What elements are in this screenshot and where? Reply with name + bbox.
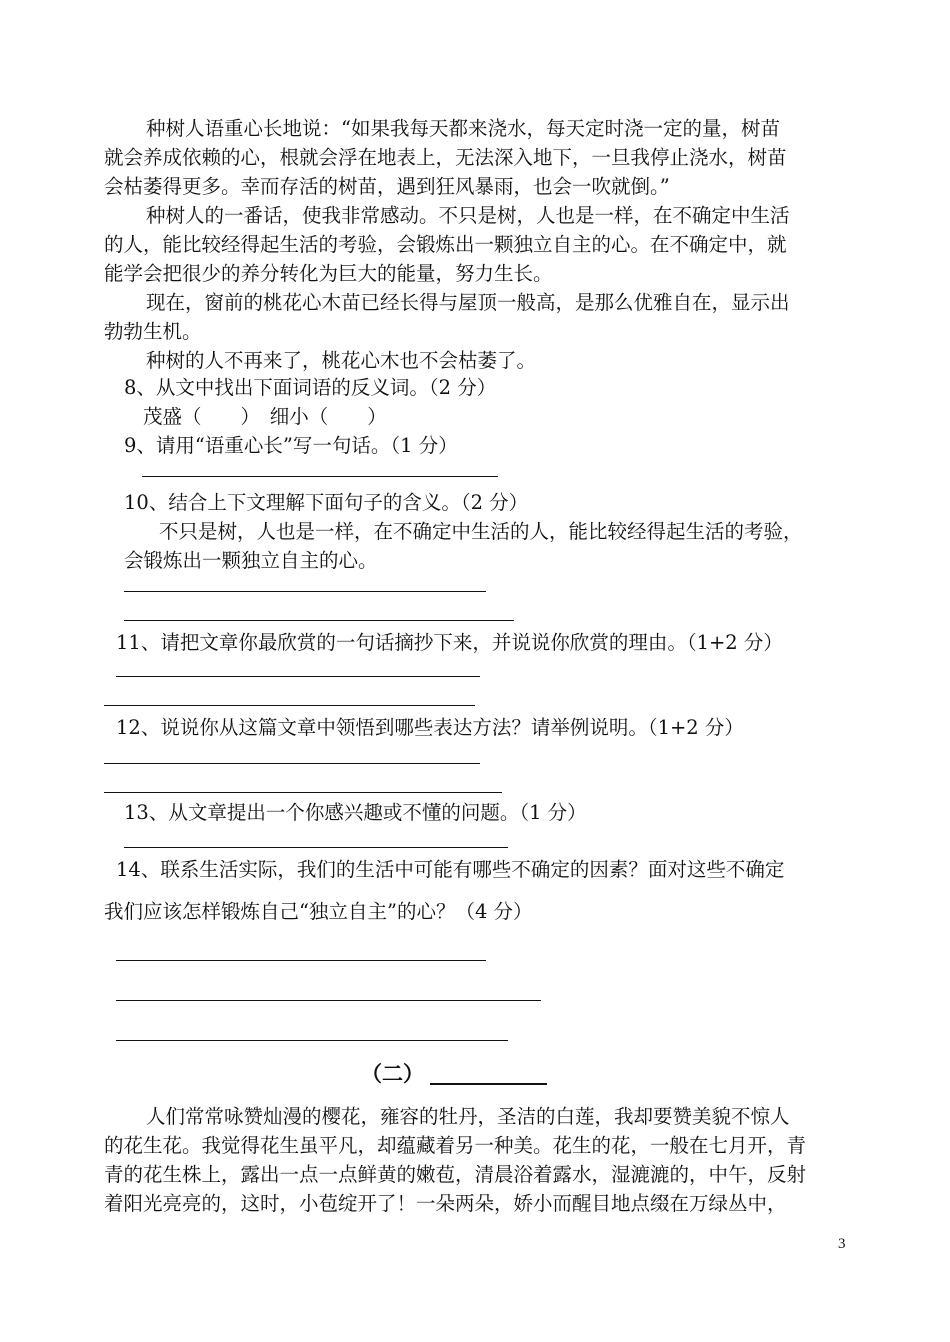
question-8: 8、从文中找出下面词语的反义词。（2 分） xyxy=(124,376,497,399)
passage-line-9: 种树的人不再来了，桃花心木也不会枯萎了。 xyxy=(146,349,537,372)
section2-line-2: 的花生花。我觉得花生虽平凡，却蕴藏着另一种美。花生的花，一般在七月开，青 xyxy=(104,1134,807,1157)
answer-line[interactable] xyxy=(116,676,480,677)
answer-line[interactable] xyxy=(104,763,480,764)
answer-line[interactable] xyxy=(104,792,502,793)
question-9: 9、请用“语重心长”写一句话。（1 分） xyxy=(124,434,458,457)
question-10-quote-1: 不只是树，人也是一样，在不确定中生活的人，能比较经得起生活的考验， xyxy=(159,520,803,543)
passage-line-7: 现在，窗前的桃花心木苗已经长得与屋顶一般高，是那么优雅自在，显示出 xyxy=(146,291,790,314)
passage-line-8: 勃勃生机。 xyxy=(104,320,202,343)
question-14-line-2: 我们应该怎样锻炼自己“独立自主”的心？（4 分） xyxy=(104,900,533,923)
answer-line[interactable] xyxy=(124,591,486,592)
section2-line-1: 人们常常咏赞灿漫的樱花，雍容的牡丹，圣洁的白莲，我却要赞美貌不惊人 xyxy=(146,1105,790,1128)
question-13: 13、从文章提出一个你感兴趣或不懂的问题。（1 分） xyxy=(124,801,587,824)
page-number: 3 xyxy=(838,1236,846,1252)
section-heading: （二） xyxy=(361,1061,424,1086)
answer-line[interactable] xyxy=(124,620,514,621)
passage-line-5: 的人，能比较经得起生活的考验，会锻炼出一颗独立自主的心。在不确定中，就 xyxy=(104,233,787,256)
question-14-line-1: 14、联系生活实际，我们的生活中可能有哪些不确定的因素？面对这些不确定 xyxy=(116,858,785,881)
passage-line-4: 种树人的一番话，使我非常感动。不只是树，人也是一样，在不确定中生活 xyxy=(146,204,790,227)
question-10-quote-2: 会锻炼出一颗独立自主的心。 xyxy=(124,549,378,572)
section2-line-3: 青的花生株上，露出一点一点鲜黄的嫩苞，清晨浴着露水，湿漉漉的，中午，反射 xyxy=(104,1163,807,1186)
section2-line-4: 着阳光亮亮的，这时，小苞绽开了！一朵两朵，娇小而醒目地点缀在万绿丛中， xyxy=(104,1192,787,1215)
answer-line[interactable] xyxy=(116,960,486,961)
question-12: 12、说说你从这篇文章中领悟到哪些表达方法？请举例说明。（1+2 分） xyxy=(116,716,744,739)
passage-line-1: 种树人语重心长地说：“如果我每天都来浇水，每天定时浇一定的量，树苗 xyxy=(146,117,780,140)
passage-line-3: 会枯萎得更多。幸而存活的树苗，遇到狂风暴雨，也会一吹就倒。” xyxy=(104,175,670,198)
question-8-items: 茂盛（ ） 细小（ ） xyxy=(143,405,387,428)
answer-line[interactable] xyxy=(104,705,475,706)
answer-line[interactable] xyxy=(124,847,508,848)
question-11: 11、请把文章你最欣赏的一句话摘抄下来，并说说你欣赏的理由。（1+2 分） xyxy=(116,631,783,654)
answer-line[interactable] xyxy=(116,1040,508,1041)
answer-line[interactable] xyxy=(116,1000,541,1001)
question-10: 10、结合上下文理解下面句子的含义。（2 分） xyxy=(124,491,529,514)
passage-line-2: 就会养成依赖的心，根就会浮在地表上，无法深入地下，一旦我停止浇水，树苗 xyxy=(104,146,787,169)
passage-line-6: 能学会把很少的养分转化为巨大的能量，努力生长。 xyxy=(104,262,553,285)
section-title-blank[interactable] xyxy=(430,1083,547,1085)
answer-line[interactable] xyxy=(142,476,498,477)
